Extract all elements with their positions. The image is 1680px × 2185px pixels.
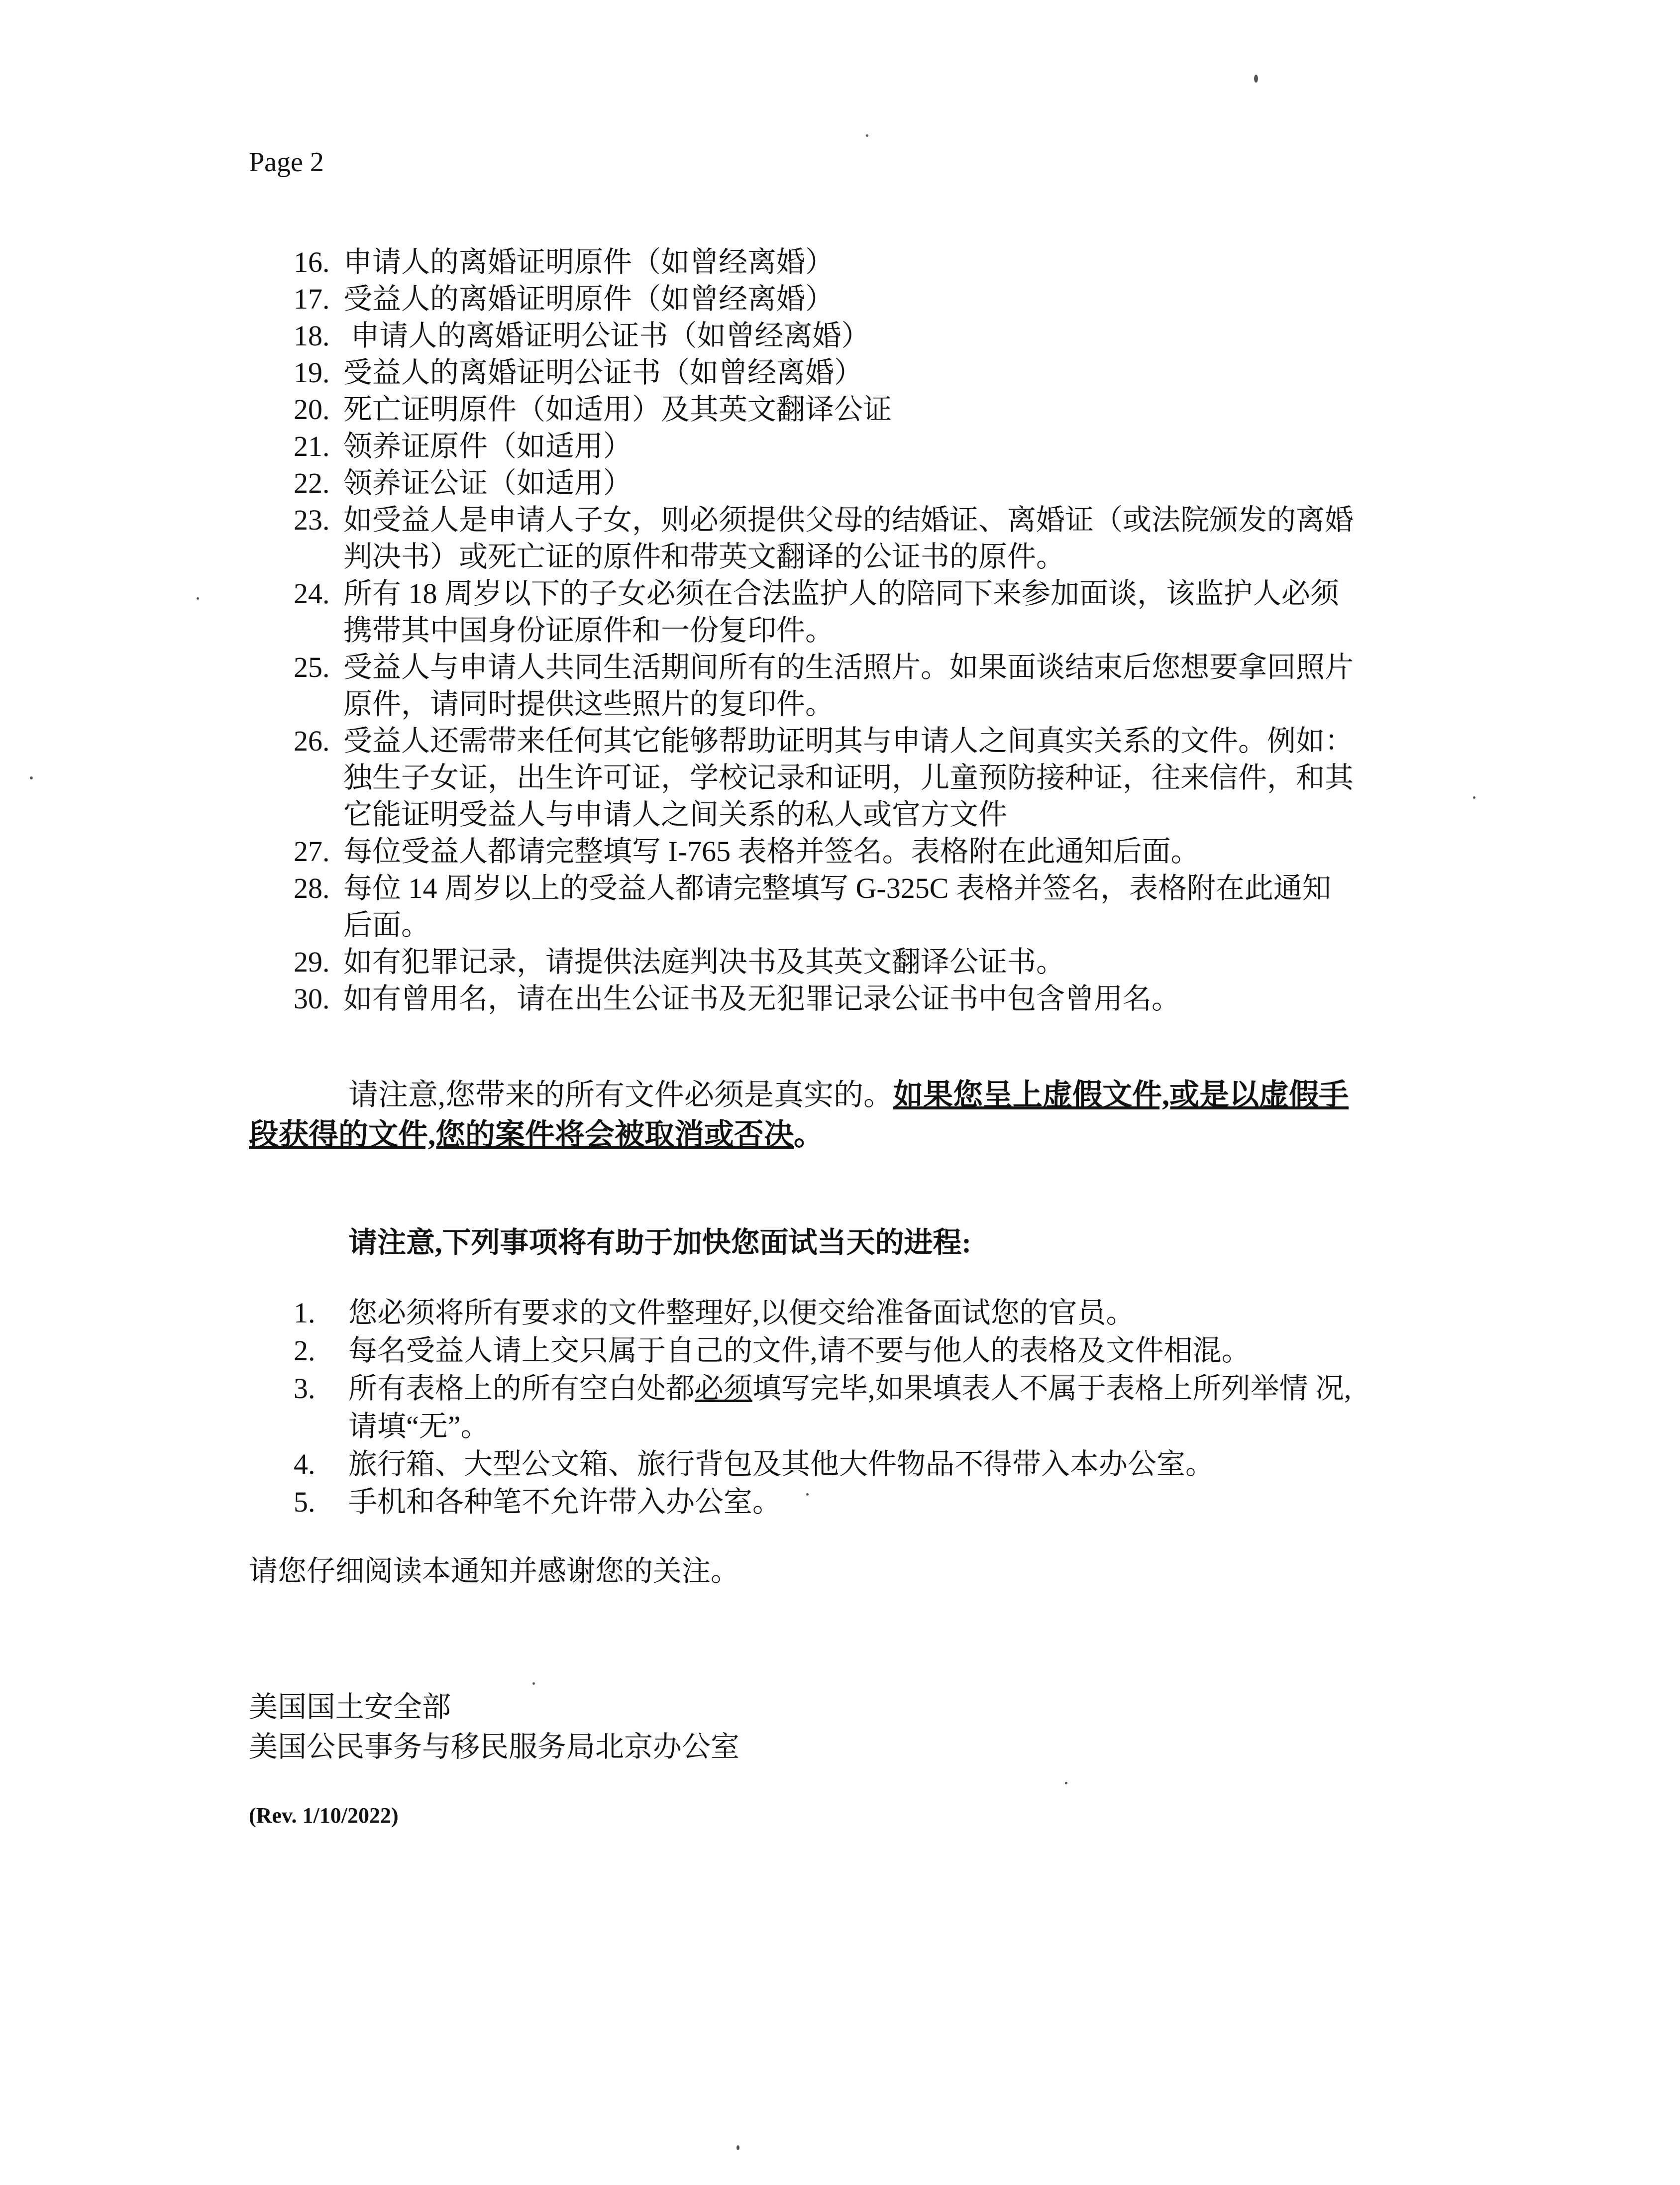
item-number: 17. [294, 283, 330, 315]
item-text: 受益人还需带来任何其它能够帮助证明其与申请人之间真实关系的文件。例如：独生子女证，出生许可证，学校记录和证明，儿童预防接种证，往来信件，和其它能证明受益人与申请人之间关系的私人或官方文件 [343, 725, 1354, 831]
scan-speck [1473, 796, 1475, 799]
item-number: 27. [294, 835, 330, 868]
item-text: 每名受益人请上交只属于自己的文件,请不要与他人的表格及文件相混。 [348, 1334, 1251, 1367]
list-item [294, 318, 1359, 354]
item-text: 申请人的离婚证明原件（如曾经离婚） [343, 246, 835, 278]
item-number: 26. [294, 725, 330, 757]
item-number: 5. [294, 1486, 315, 1518]
authenticity-warning [249, 1075, 1359, 1155]
list-item [294, 870, 1359, 944]
scan-speck [866, 134, 868, 137]
item-text-before: 所有表格上的所有空白处都 [348, 1372, 695, 1405]
list-item [294, 833, 1359, 870]
item-number: 29. [294, 946, 330, 978]
item-text: 受益人与申请人共同生活期间所有的生活照片。如果面谈结束后您想要拿回照片原件，请同时提供这些照片的复印件。 [343, 651, 1354, 720]
item-number: 4. [294, 1448, 315, 1480]
item-text: 受益人的离婚证明公证书（如曾经离婚） [343, 356, 863, 389]
item-text: 每位受益人都请完整填写 I-765 表格并签名。表格附在此通知后面。 [343, 835, 1200, 868]
scan-speck [1065, 1782, 1067, 1784]
signature-line-department: 美国国土安全部 [249, 1691, 451, 1723]
scan-speck [806, 1493, 809, 1496]
item-text: 申请人的离婚证明公证书（如曾经离婚） [343, 320, 870, 352]
item-number: 2. [294, 1334, 315, 1367]
list-item [294, 1483, 1359, 1521]
list-item [294, 1370, 1359, 1445]
list-item [294, 1445, 1359, 1483]
item-text: 手机和各种笔不允许带入办公室。 [348, 1486, 782, 1518]
warning-emphasis: 如果您呈上虚假文件,或是以虚假手段获得的文件,您的案件将会被取消或否决 [249, 1079, 1349, 1151]
item-number: 20. [294, 393, 330, 426]
item-number: 3. [294, 1372, 315, 1405]
list-item [294, 465, 1359, 502]
signature-block [249, 1687, 739, 1767]
item-text: 您必须将所有要求的文件整理好,以便交给准备面试您的官员。 [348, 1297, 1135, 1329]
closing-note: 请您仔细阅读本通知并感谢您的关注。 [249, 1555, 740, 1587]
tips-list [294, 1294, 1359, 1521]
scan-speck [30, 776, 33, 779]
list-item [294, 649, 1359, 723]
item-number: 23. [294, 504, 330, 536]
item-text: 如有曾用名，请在出生公证书及无犯罪记录公证书中包含曾用名。 [343, 983, 1181, 1015]
item-text: 死亡证明原件（如适用）及其英文翻译公证 [343, 393, 892, 426]
list-item [294, 281, 1359, 318]
item-number: 25. [294, 651, 330, 683]
item-text-after: 填写完毕,如果填表人不属于表格上所列举情 况,请填“无”。 [348, 1372, 1352, 1442]
item-number: 16. [294, 246, 330, 278]
item-number: 19. [294, 356, 330, 389]
requirements-list [294, 244, 1359, 1017]
page-label: Page 2 [249, 147, 324, 178]
item-text: 如受益人是申请人子女，则必须提供父母的结婚证、离婚证（或法院颁发的离婚判决书）或死亡证的原件和带英文翻译的公证书的原件。 [343, 504, 1354, 573]
list-item [294, 354, 1359, 391]
item-text: 领养证原件（如适用） [343, 430, 632, 462]
list-item [294, 244, 1359, 281]
item-number: 24. [294, 577, 330, 610]
item-text: 领养证公证（如适用） [343, 467, 632, 499]
list-item [294, 391, 1359, 428]
list-item [294, 981, 1359, 1017]
item-text: 所有 18 周岁以下的子女必须在合法监护人的陪同下来参加面谈，该监护人必须携带其中国身份证原件和一份复印件。 [343, 577, 1340, 647]
warning-end: 。 [794, 1118, 824, 1151]
list-item [294, 502, 1359, 575]
list-item [294, 1294, 1359, 1332]
list-item [294, 1332, 1359, 1370]
item-text-underlined: 必须 [695, 1372, 753, 1405]
item-number: 1. [294, 1297, 315, 1329]
warning-text: 请注意,您带来的所有文件必须是真实的。 [348, 1079, 893, 1111]
list-item [294, 723, 1359, 833]
item-number: 18. [294, 320, 330, 352]
list-item [294, 428, 1359, 465]
item-text: 每位 14 周岁以上的受益人都请完整填写 G-325C 表格并签名，表格附在此通知后面。 [343, 872, 1331, 941]
item-number: 21. [294, 430, 330, 462]
item-number: 30. [294, 983, 330, 1015]
item-text: 受益人的离婚证明原件（如曾经离婚） [343, 283, 835, 315]
list-item [294, 944, 1359, 981]
scan-speck [736, 2145, 739, 2150]
list-item [294, 575, 1359, 649]
tips-heading: 请注意,下列事项将有助于加快您面试当天的进程: [348, 1226, 971, 1259]
scan-speck [532, 1682, 535, 1685]
item-number: 22. [294, 467, 330, 499]
item-text: 旅行箱、大型公文箱、旅行背包及其他大件物品不得带入本办公室。 [348, 1448, 1215, 1480]
signature-line-office: 美国公民事务与移民服务局北京办公室 [249, 1731, 740, 1763]
item-number: 28. [294, 872, 330, 904]
item-text: 如有犯罪记录，请提供法庭判决书及其英文翻译公证书。 [343, 946, 1065, 978]
revision-date: (Rev. 1/10/2022) [249, 1803, 399, 1828]
scan-speck [1254, 75, 1258, 83]
scan-speck [197, 597, 199, 600]
